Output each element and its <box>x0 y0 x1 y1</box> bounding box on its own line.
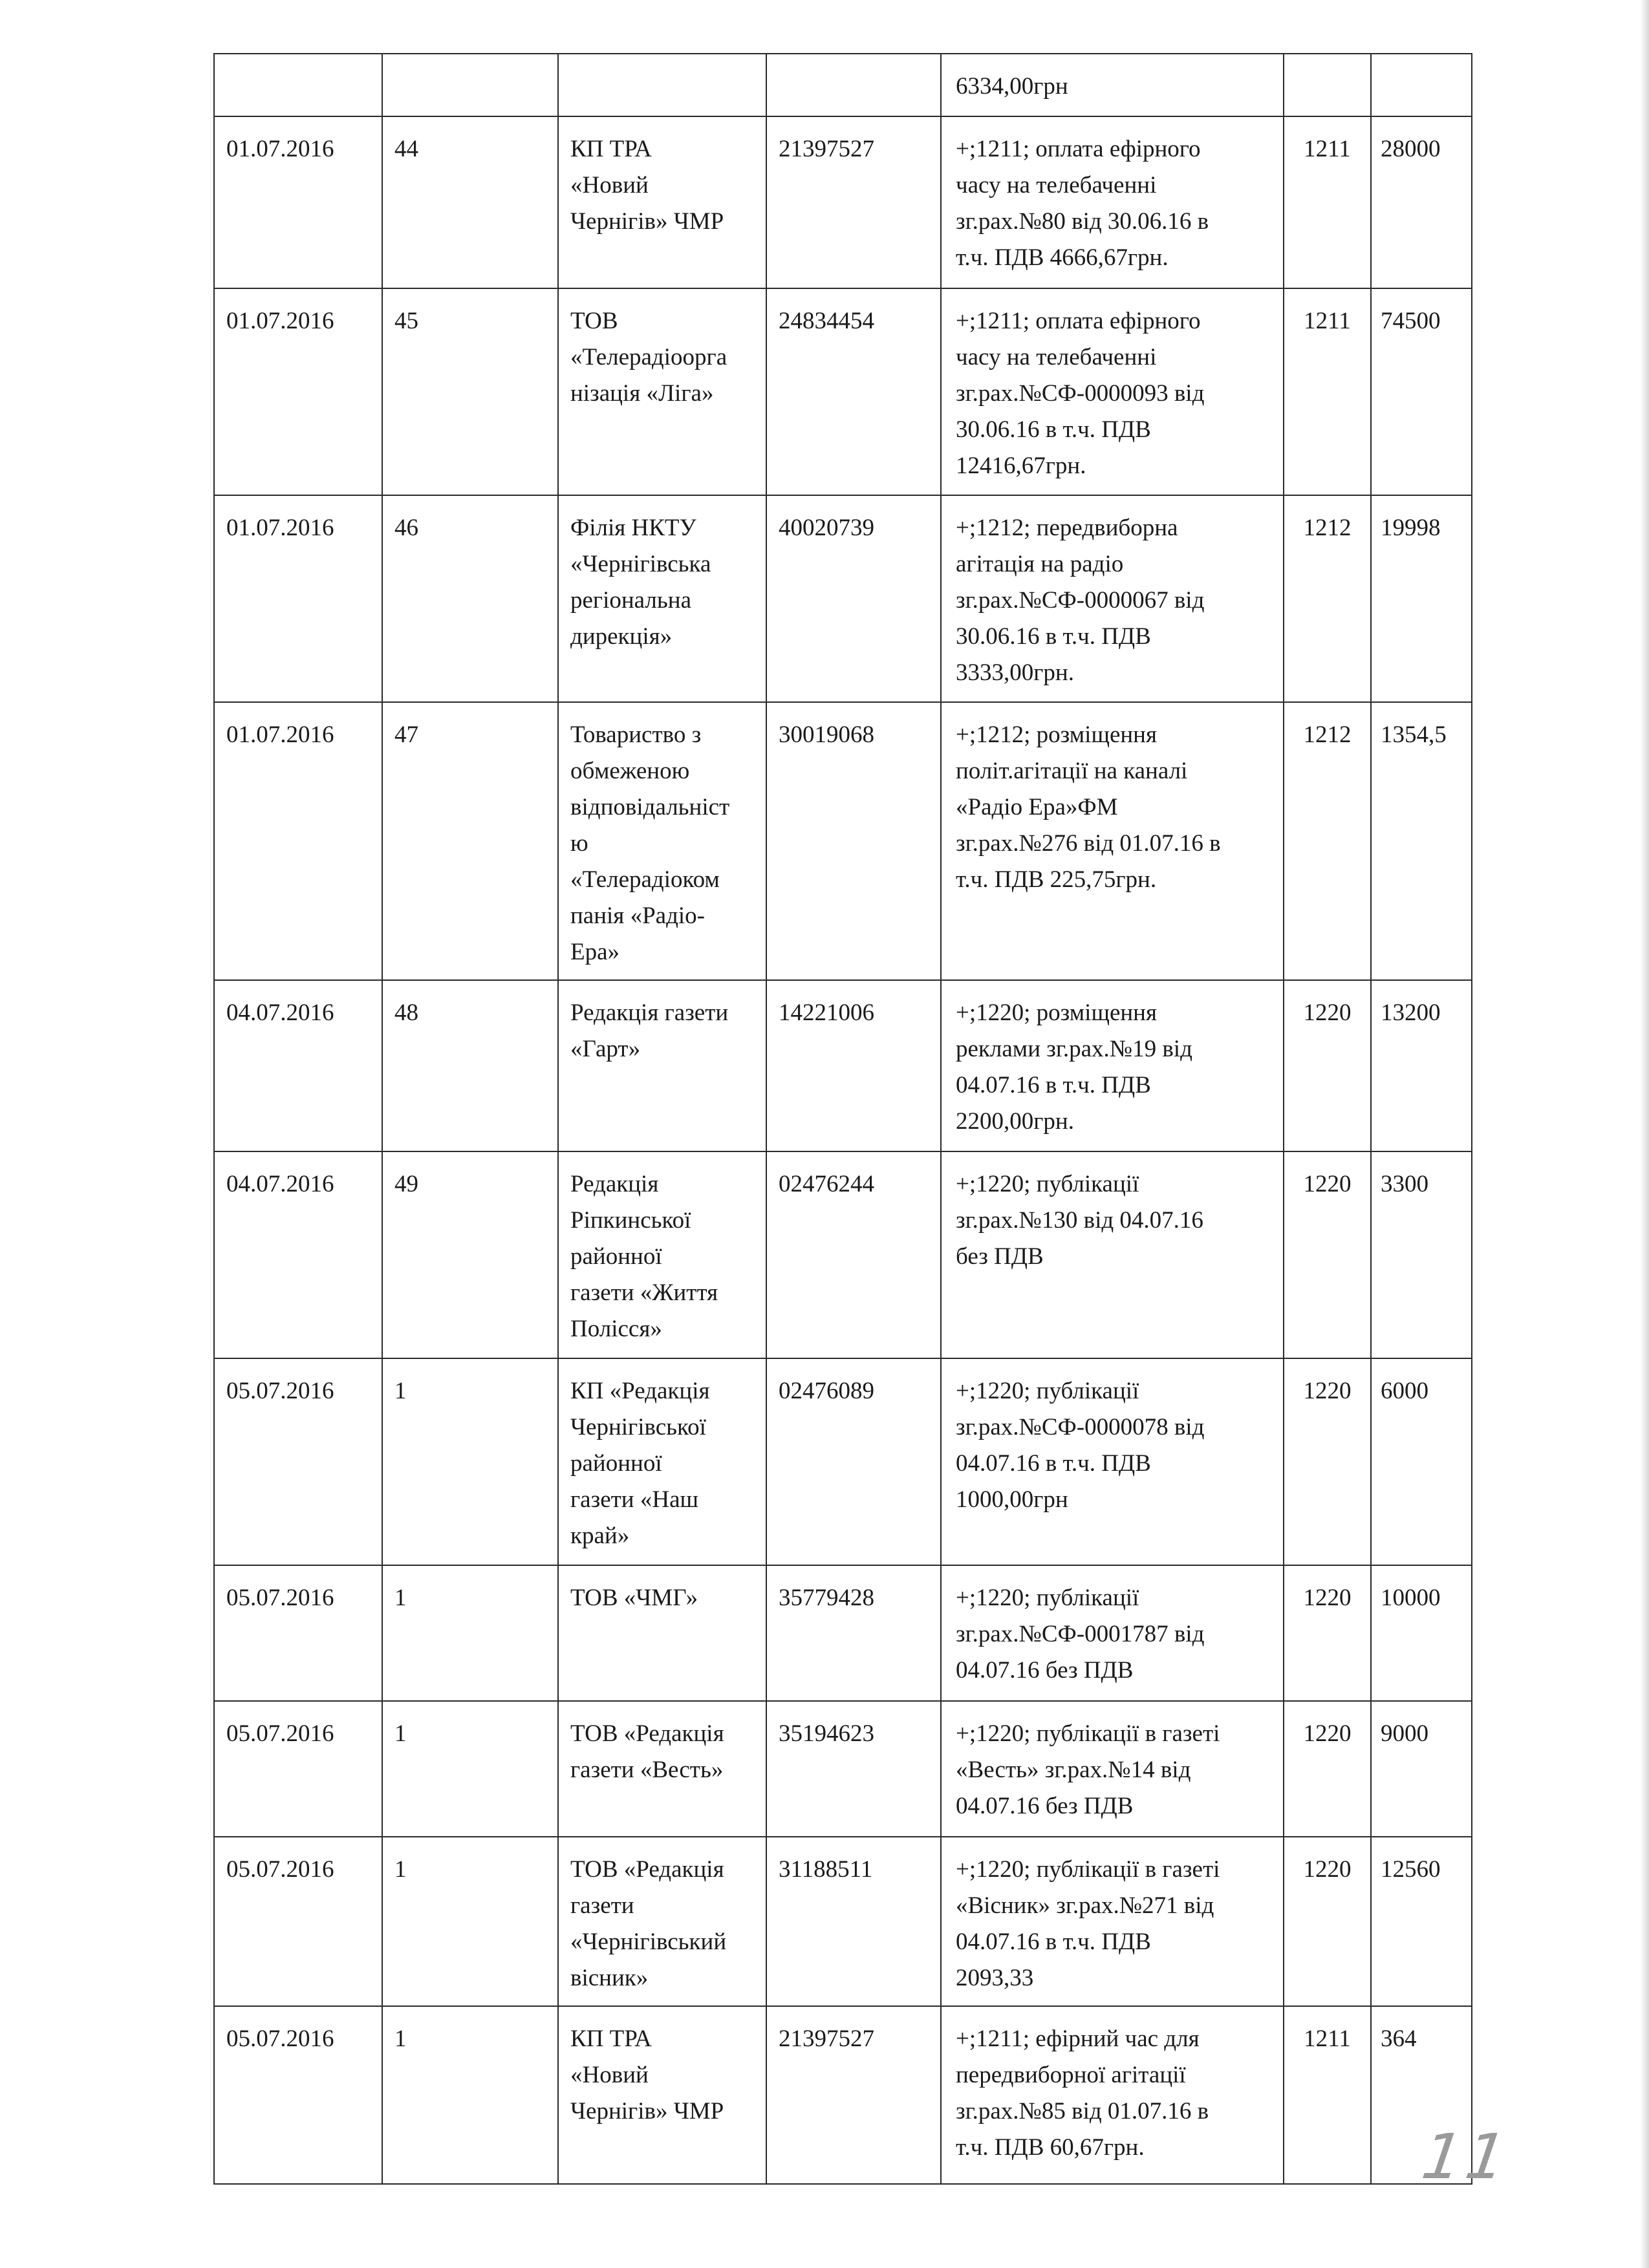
purpose-cell: +;1220; публікації зг.рах.№СФ-0000078 від 04.07.16 в т.ч. ПДВ 1000,00грн <box>941 1358 1284 1565</box>
amount-cell <box>1371 54 1472 116</box>
recipient-cell: КП ТРА «Новий Чернігів» ЧМР <box>558 116 766 288</box>
amount-cell: 12560 <box>1371 1837 1472 2006</box>
edrpou-cell: 35194623 <box>766 1701 941 1837</box>
code-cell: 1220 <box>1284 980 1371 1151</box>
table-row <box>214 1701 1472 1837</box>
doc-number-cell: 47 <box>382 702 558 980</box>
payments-table <box>213 53 1472 2185</box>
date-cell <box>214 54 382 116</box>
purpose-cell: +;1212; розміщення політ.агітації на каналі «Радіо Ера»ФМ зг.рах.№276 від 01.07.16 в т.ч. ПДВ 225,75грн. <box>941 702 1284 980</box>
code-cell: 1211 <box>1284 2006 1371 2184</box>
recipient-cell: КП «Редакція Чернігівської районної газети «Наш край» <box>558 1358 766 1565</box>
doc-number-cell: 49 <box>382 1151 558 1358</box>
edrpou-cell: 21397527 <box>766 2006 941 2184</box>
doc-number-cell: 1 <box>382 1837 558 2006</box>
edrpou-cell: 35779428 <box>766 1565 941 1701</box>
date-cell: 05.07.2016 <box>214 1358 382 1565</box>
page-edge-shadow <box>1640 0 1649 2268</box>
purpose-cell: +;1220; публікації зг.рах.№130 від 04.07.16 без ПДВ <box>941 1151 1284 1358</box>
table-row <box>214 1151 1472 1358</box>
code-cell: 1220 <box>1284 1837 1371 2006</box>
date-cell: 05.07.2016 <box>214 2006 382 2184</box>
code-cell: 1220 <box>1284 1358 1371 1565</box>
code-cell: 1220 <box>1284 1565 1371 1701</box>
date-cell: 04.07.2016 <box>214 980 382 1151</box>
amount-cell: 13200 <box>1371 980 1472 1151</box>
table-row <box>214 116 1472 288</box>
date-cell: 01.07.2016 <box>214 116 382 288</box>
doc-number-cell: 45 <box>382 288 558 495</box>
table-row <box>214 54 1472 116</box>
recipient-cell: Філія НКТУ «Чернігівська регіональна дирекція» <box>558 495 766 702</box>
recipient-cell: ТОВ «ЧМГ» <box>558 1565 766 1701</box>
purpose-cell: +;1220; публікації зг.рах.№СФ-0001787 від 04.07.16 без ПДВ <box>941 1565 1284 1701</box>
recipient-cell: Редакція газети «Гарт» <box>558 980 766 1151</box>
table-row <box>214 2006 1472 2184</box>
code-cell: 1220 <box>1284 1701 1371 1837</box>
date-cell: 01.07.2016 <box>214 288 382 495</box>
code-cell: 1212 <box>1284 495 1371 702</box>
amount-cell: 3300 <box>1371 1151 1472 1358</box>
code-cell: 1212 <box>1284 702 1371 980</box>
amount-cell: 364 <box>1371 2006 1472 2184</box>
purpose-cell: +;1211; ефірний час для передвиборної агітації зг.рах.№85 від 01.07.16 в т.ч. ПДВ 60,67грн. <box>941 2006 1284 2184</box>
date-cell: 01.07.2016 <box>214 702 382 980</box>
purpose-cell: 6334,00грн <box>941 54 1284 116</box>
purpose-cell: +;1220; публікації в газеті «Вісник» зг.рах.№271 від 04.07.16 в т.ч. ПДВ 2093,33 <box>941 1837 1284 2006</box>
code-cell: 1211 <box>1284 116 1371 288</box>
doc-number-cell: 1 <box>382 1701 558 1837</box>
payments-table-body <box>214 54 1472 2184</box>
edrpou-cell: 14221006 <box>766 980 941 1151</box>
date-cell: 04.07.2016 <box>214 1151 382 1358</box>
code-cell <box>1284 54 1371 116</box>
table-row <box>214 1837 1472 2006</box>
purpose-cell: +;1211; оплата ефірного часу на телебаченні зг.рах.№80 від 30.06.16 в т.ч. ПДВ 4666,67грн. <box>941 116 1284 288</box>
doc-number-cell: 1 <box>382 2006 558 2184</box>
edrpou-cell: 40020739 <box>766 495 941 702</box>
purpose-cell: +;1220; публікації в газеті «Весть» зг.рах.№14 від 04.07.16 без ПДВ <box>941 1701 1284 1837</box>
doc-number-cell: 1 <box>382 1358 558 1565</box>
recipient-cell: ТОВ «Редакція газети «Весть» <box>558 1701 766 1837</box>
recipient-cell: КП ТРА «Новий Чернігів» ЧМР <box>558 2006 766 2184</box>
amount-cell: 6000 <box>1371 1358 1472 1565</box>
date-cell: 05.07.2016 <box>214 1565 382 1701</box>
amount-cell: 9000 <box>1371 1701 1472 1837</box>
purpose-cell: +;1212; передвиборна агітація на радіо зг.рах.№СФ-0000067 від 30.06.16 в т.ч. ПДВ 3333,00грн. <box>941 495 1284 702</box>
document-sheet <box>213 53 1471 2187</box>
doc-number-cell: 44 <box>382 116 558 288</box>
edrpou-cell: 30019068 <box>766 702 941 980</box>
amount-cell: 1354,5 <box>1371 702 1472 980</box>
edrpou-cell <box>766 54 941 116</box>
edrpou-cell: 21397527 <box>766 116 941 288</box>
edrpou-cell: 02476089 <box>766 1358 941 1565</box>
purpose-cell: +;1211; оплата ефірного часу на телебаченні зг.рах.№СФ-0000093 від 30.06.16 в т.ч. ПДВ 12416,67грн. <box>941 288 1284 495</box>
recipient-cell <box>558 54 766 116</box>
recipient-cell: Редакція Ріпкинської районної газети «Життя Полісся» <box>558 1151 766 1358</box>
table-row <box>214 288 1472 495</box>
table-row <box>214 702 1472 980</box>
edrpou-cell: 02476244 <box>766 1151 941 1358</box>
recipient-cell: ТОВ «Телерадіоорга нізація «Ліга» <box>558 288 766 495</box>
table-row <box>214 495 1472 702</box>
amount-cell: 28000 <box>1371 116 1472 288</box>
purpose-cell: +;1220; розміщення реклами зг.рах.№19 від 04.07.16 в т.ч. ПДВ 2200,00грн. <box>941 980 1284 1151</box>
date-cell: 05.07.2016 <box>214 1701 382 1837</box>
code-cell: 1211 <box>1284 288 1371 495</box>
recipient-cell: ТОВ «Редакція газети «Чернігівський вісник» <box>558 1837 766 2006</box>
edrpou-cell: 24834454 <box>766 288 941 495</box>
code-cell: 1220 <box>1284 1151 1371 1358</box>
table-row <box>214 1565 1472 1701</box>
doc-number-cell <box>382 54 558 116</box>
recipient-cell: Товариство з обмеженою відповідальніст ю «Телерадіоком панія «Радіо- Ера» <box>558 702 766 980</box>
handwritten-page-number: 11 <box>1417 2121 1515 2193</box>
doc-number-cell: 46 <box>382 495 558 702</box>
amount-cell: 10000 <box>1371 1565 1472 1701</box>
date-cell: 01.07.2016 <box>214 495 382 702</box>
table-row <box>214 1358 1472 1565</box>
amount-cell: 74500 <box>1371 288 1472 495</box>
date-cell: 05.07.2016 <box>214 1837 382 2006</box>
doc-number-cell: 48 <box>382 980 558 1151</box>
table-row <box>214 980 1472 1151</box>
amount-cell: 19998 <box>1371 495 1472 702</box>
edrpou-cell: 31188511 <box>766 1837 941 2006</box>
doc-number-cell: 1 <box>382 1565 558 1701</box>
